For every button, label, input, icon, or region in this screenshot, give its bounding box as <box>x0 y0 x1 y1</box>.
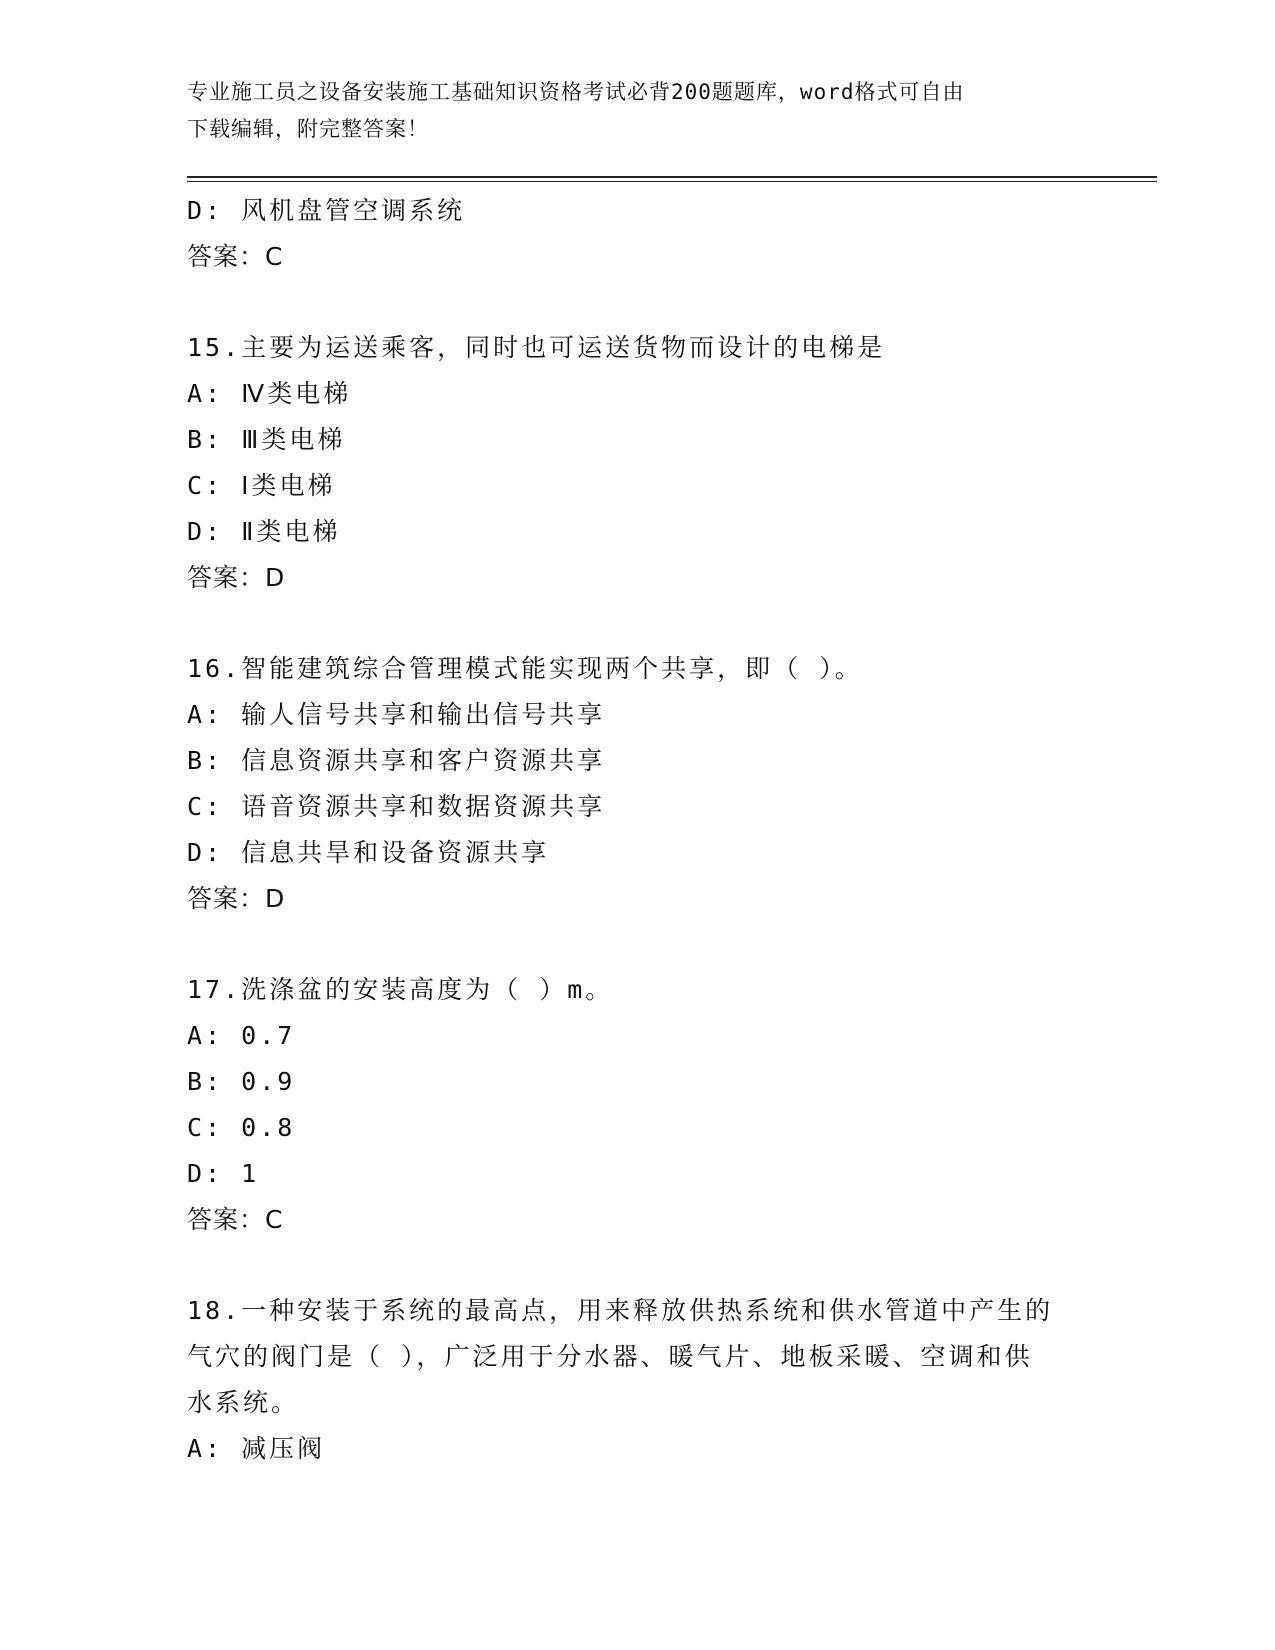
header-divider-thick <box>187 176 1157 178</box>
option-a: A: 减压阀 <box>187 1434 326 1463</box>
question-list <box>187 188 1087 1472</box>
question-text: 17.洗涤盆的安装高度为（ ）m。 <box>187 975 614 1004</box>
option-c: C: 0.8 <box>187 1113 296 1142</box>
document-header <box>187 74 1087 148</box>
question-text-line-3: 水系统。 <box>187 1388 300 1417</box>
question-17 <box>187 967 1087 1243</box>
question-text: 16.智能建筑综合管理模式能实现两个共享，即（ ）。 <box>187 654 863 683</box>
header-divider-thin <box>187 181 1157 182</box>
option-b: B: 0.9 <box>187 1067 296 1096</box>
prev-answer: 答案：C <box>187 242 284 271</box>
option-c: C: 语音资源共享和数据资源共享 <box>187 792 606 821</box>
option-d: D: Ⅱ类电梯 <box>187 517 341 546</box>
spacer <box>187 1243 1087 1288</box>
answer: 答案：D <box>187 884 286 913</box>
spacer <box>187 280 1087 325</box>
option-a: A: 输人信号共享和输出信号共享 <box>187 700 606 729</box>
option-d: D: 信息共旱和设备资源共享 <box>187 838 550 867</box>
option-d: D: 1 <box>187 1159 260 1188</box>
question-text-line-2: 气穴的阀门是（ ），广泛用于分水器、暖气片、地板采暖、空调和供 <box>187 1342 1033 1371</box>
spacer <box>187 601 1087 646</box>
question-16 <box>187 646 1087 922</box>
answer: 答案：C <box>187 1205 284 1234</box>
header-line-1: 专业施工员之设备安装施工基础知识资格考试必背200题题库，word格式可自由 <box>187 80 965 104</box>
option-b: B: 信息资源共享和客户资源共享 <box>187 746 606 775</box>
answer: 答案：D <box>187 563 286 592</box>
question-text-line-1: 18.一种安装于系统的最高点，用来释放供热系统和供水管道中产生的 <box>187 1296 1054 1325</box>
spacer <box>187 922 1087 967</box>
option-a: A: 0.7 <box>187 1021 296 1050</box>
option-c: C: Ⅰ类电梯 <box>187 471 336 500</box>
question-text: 15.主要为运送乘客，同时也可运送货物而设计的电梯是 <box>187 333 886 362</box>
prev-option-d: D: 风机盘管空调系统 <box>187 196 466 225</box>
option-a: A: Ⅳ类电梯 <box>187 379 352 408</box>
header-line-2: 下载编辑，附完整答案！ <box>187 117 429 141</box>
option-b: B: Ⅲ类电梯 <box>187 425 346 454</box>
question-18 <box>187 1288 1087 1472</box>
question-15 <box>187 325 1087 601</box>
